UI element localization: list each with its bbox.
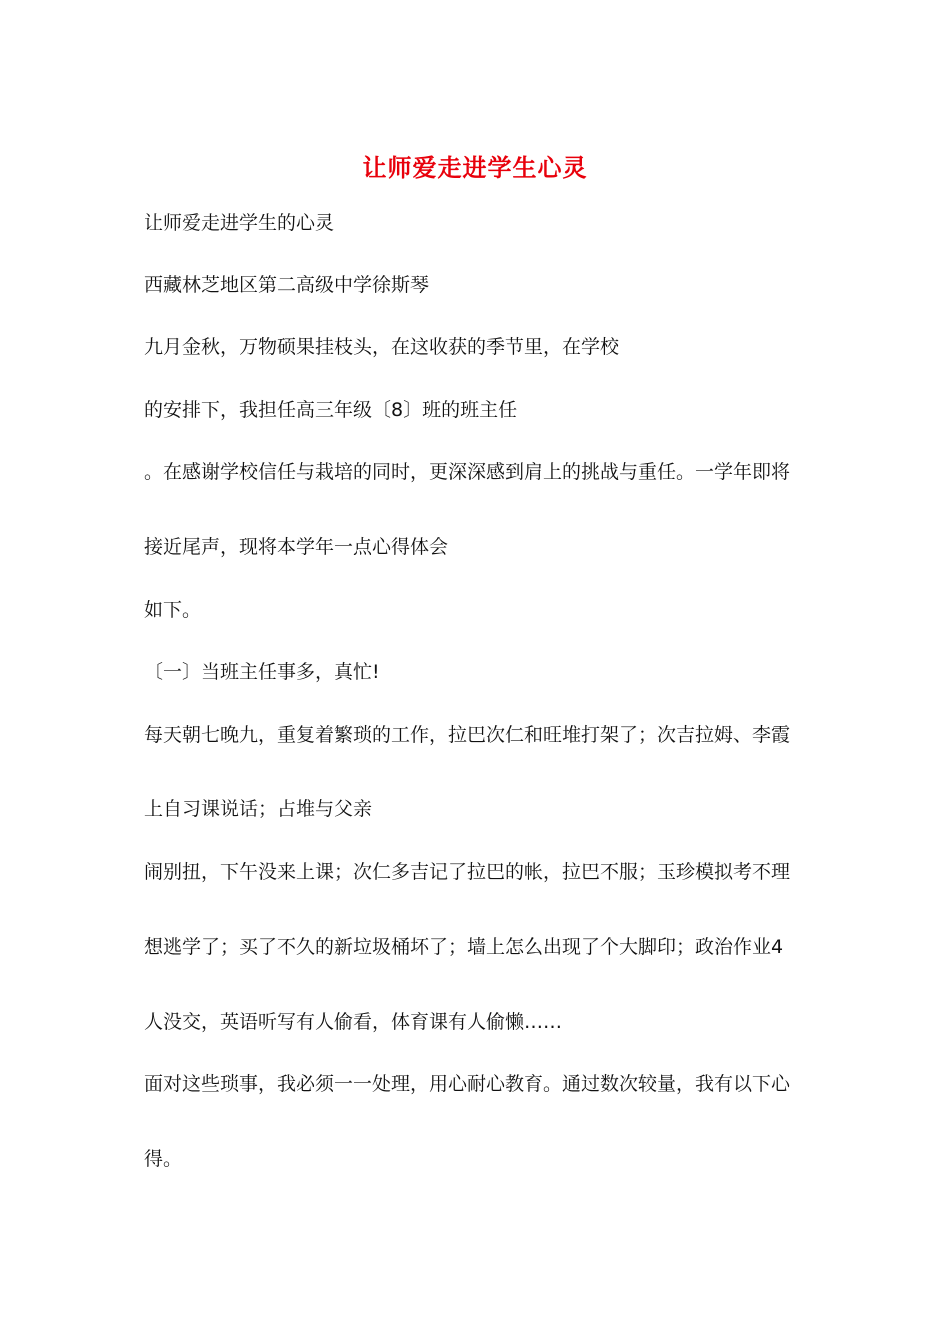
paragraph-line: 如下。: [144, 599, 202, 621]
paragraph-line: 让师爱走进学生的心灵: [144, 212, 335, 234]
paragraph-line: 面对这些琐事，我必须一一处理，用心耐心教育。通过数次较量，我有以下心: [144, 1073, 791, 1095]
paragraph-line: 闹别扭，下午没来上课；次仁多吉记了拉巴的帐，拉巴不服；玉珍模拟考不理: [144, 861, 791, 883]
paragraph-line: 想逃学了；买了不久的新垃圾桶坏了；墙上怎么出现了个大脚印；政治作业4: [144, 936, 784, 958]
document-title: 让师爱走进学生心灵: [362, 153, 588, 182]
paragraph-line: 得。: [144, 1148, 183, 1170]
paragraph-line: 西藏林芝地区第二高级中学徐斯琴: [144, 274, 430, 296]
paragraph-line: 的安排下，我担任高三年级〔8〕班的班主任: [144, 399, 518, 421]
paragraph-line: 上自习课说话；占堆与父亲: [144, 798, 373, 820]
section-heading: 〔一〕当班主任事多，真忙!: [144, 661, 380, 683]
paragraph-line: 人没交，英语听写有人偷看，体育课有人偷懒……: [144, 1011, 563, 1033]
paragraph-line: 每天朝七晚九，重复着繁琐的工作，拉巴次仁和旺堆打架了；次吉拉姆、李霞: [144, 724, 791, 746]
paragraph-line: 。在感谢学校信任与栽培的同时，更深深感到肩上的挑战与重任。一学年即将: [144, 461, 791, 483]
paragraph-line: 接近尾声，现将本学年一点心得体会: [144, 536, 449, 558]
paragraph-line: 九月金秋，万物硕果挂枝头，在这收获的季节里，在学校: [144, 336, 620, 358]
